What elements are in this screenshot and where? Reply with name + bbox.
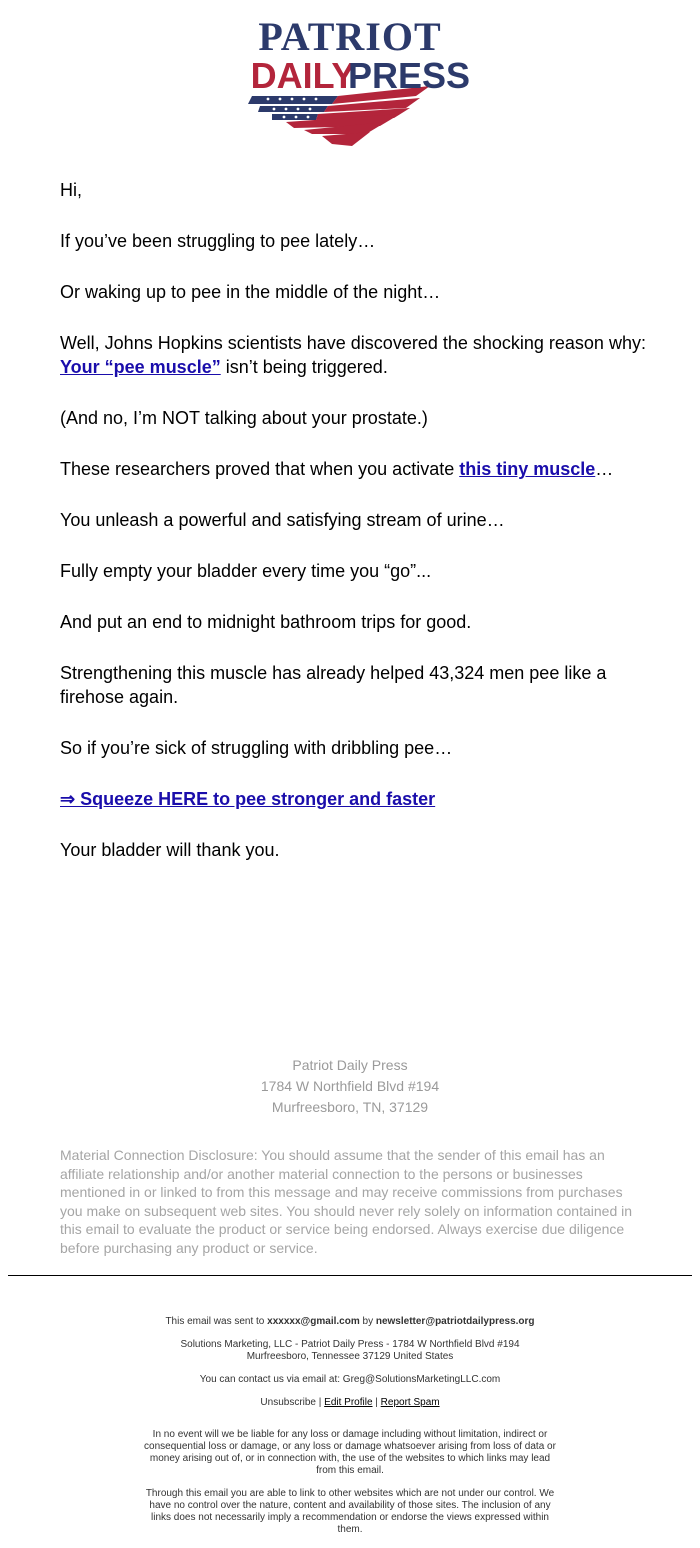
- paragraph-3-text: Well, Johns Hopkins scientists have discovered the shocking reason why:: [60, 333, 646, 353]
- company-line-1: Solutions Marketing, LLC - Patriot Daily Press - 1784 W Northfield Blvd #194: [180, 1339, 520, 1350]
- paragraph-4: (And no, I’m NOT talking about your prostate.): [60, 408, 428, 428]
- sent-to-line: [140, 1316, 560, 1328]
- liability-notice: In no event will we be liable for any loss or damage including without limitation, indirect or consequential loss or damage, or any loss or damage whatsoever arising from loss of data or money arising out of, or in connection with, the use of the websites to which links may lead from this email.: [144, 1429, 556, 1476]
- pee-muscle-link[interactable]: Your “pee muscle”: [60, 357, 221, 377]
- unsubscribe-link[interactable]: Unsubscribe: [260, 1397, 316, 1408]
- sender-address: [0, 1055, 700, 1118]
- brand-logo: [0, 0, 700, 160]
- external-links-notice: Through this email you are able to link to other websites which are not under our control. We have no control over the nature, content and availability of those sites. The inclusion of any links does not necessarily imply a recommendation or endorse the views expressed within them.: [145, 1488, 555, 1535]
- logo-line-2a: DAILY: [250, 55, 356, 96]
- company-address: [140, 1339, 560, 1363]
- edit-profile-link[interactable]: Edit Profile: [324, 1397, 373, 1408]
- logo-line-2b: PRESS: [347, 55, 471, 96]
- paragraph-9: Strengthening this muscle has already helped 43,324 men pee like a firehose again.: [60, 663, 607, 707]
- logo-line-1: PATRIOT: [258, 14, 442, 59]
- paragraph-5-before: These researchers proved that when you activate: [60, 459, 460, 479]
- squeeze-here-cta-link[interactable]: ⇒ Squeeze HERE to pee stronger and faster: [60, 789, 436, 809]
- address-name: Patriot Daily Press: [292, 1057, 408, 1073]
- company-line-2: Murfreesboro, Tennessee 37129 United States: [246, 1351, 454, 1362]
- email-body: [60, 178, 650, 889]
- sender-email: newsletter@patriotdailypress.org: [375, 1316, 535, 1327]
- paragraph-2: Or waking up to pee in the middle of the night…: [60, 282, 441, 302]
- paragraph-8: And put an end to midnight bathroom trips for good.: [60, 612, 472, 632]
- greeting: Hi,: [60, 180, 82, 200]
- cta-paragraph: [60, 787, 650, 811]
- paragraph-7: Fully empty your bladder every time you “go”...: [60, 561, 432, 581]
- address-street: 1784 W Northfield Blvd #194: [260, 1078, 440, 1094]
- address-city: Murfreesboro, TN, 37129: [271, 1099, 429, 1115]
- paragraph-3: [60, 331, 650, 379]
- contact-line: You can contact us via email at: Greg@SolutionsMarketingLLC.com: [199, 1374, 501, 1385]
- email-footer: [140, 1316, 560, 1547]
- sent-by: by: [359, 1316, 376, 1327]
- footer-links: [140, 1397, 560, 1409]
- patriot-daily-press-logo: [220, 0, 480, 156]
- link-separator: |: [372, 1397, 381, 1408]
- report-spam-link[interactable]: Report Spam: [380, 1397, 440, 1408]
- link-separator: |: [316, 1397, 325, 1408]
- sent-prefix: This email was sent to: [165, 1316, 268, 1327]
- paragraph-3-after: isn’t being triggered.: [220, 357, 388, 377]
- recipient-email: xxxxxx@gmail.com: [267, 1316, 360, 1327]
- paragraph-10: So if you’re sick of struggling with dribbling pee…: [60, 738, 453, 758]
- paragraph-5-after: …: [595, 459, 614, 479]
- footer-divider: [8, 1275, 692, 1276]
- paragraph-1: If you’ve been struggling to pee lately…: [60, 231, 376, 251]
- closing: Your bladder will thank you.: [60, 840, 280, 860]
- paragraph-6: You unleash a powerful and satisfying stream of urine…: [60, 510, 505, 530]
- tiny-muscle-link[interactable]: this tiny muscle: [459, 459, 596, 479]
- material-connection-disclosure: Material Connection Disclosure: You should assume that the sender of this email has an affiliate relationship and/or another material connection to the persons or businesses mentioned in or linked to from this message and may receive commissions from purchases you make on subsequent web sites. You should never rely solely on information contained in this email to evaluate the product or service being endorsed. Always exercise due diligence before purchasing any product or service.: [60, 1147, 633, 1256]
- paragraph-5: [60, 457, 650, 481]
